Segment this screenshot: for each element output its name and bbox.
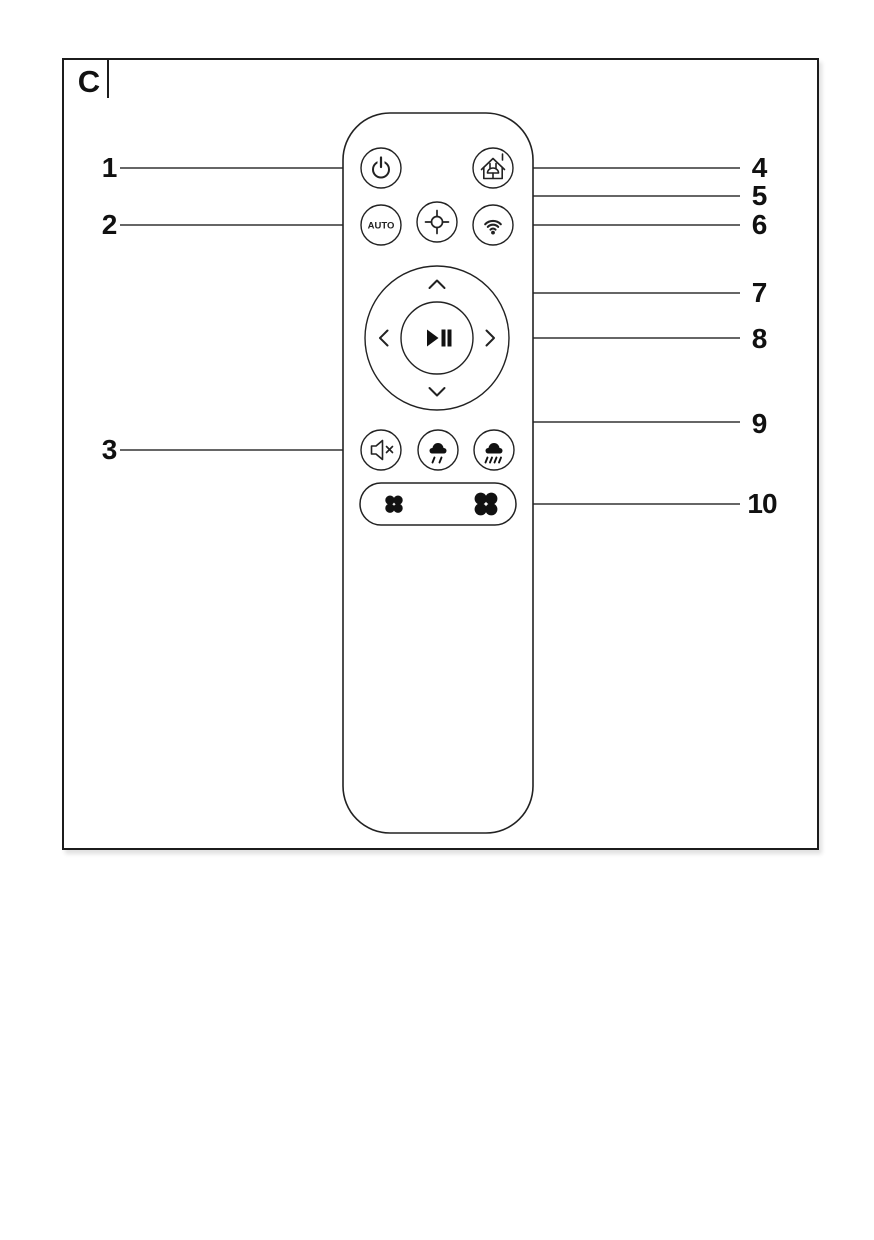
callout-number-2: 2 bbox=[101, 209, 117, 240]
figure-label: C bbox=[77, 64, 101, 99]
callout-number-1: 1 bbox=[101, 152, 117, 183]
callout-number-7: 7 bbox=[751, 277, 767, 308]
callout-number-4: 4 bbox=[751, 152, 767, 183]
auto-button-label: AUTO bbox=[367, 220, 395, 232]
callout-number-8: 8 bbox=[751, 323, 767, 354]
callout-number-6: 6 bbox=[751, 209, 767, 240]
callout-number-5: 5 bbox=[751, 180, 767, 211]
callout-number-10: 10 bbox=[747, 488, 777, 519]
callout-number-3: 3 bbox=[101, 434, 117, 465]
callout-number-9: 9 bbox=[751, 408, 767, 439]
